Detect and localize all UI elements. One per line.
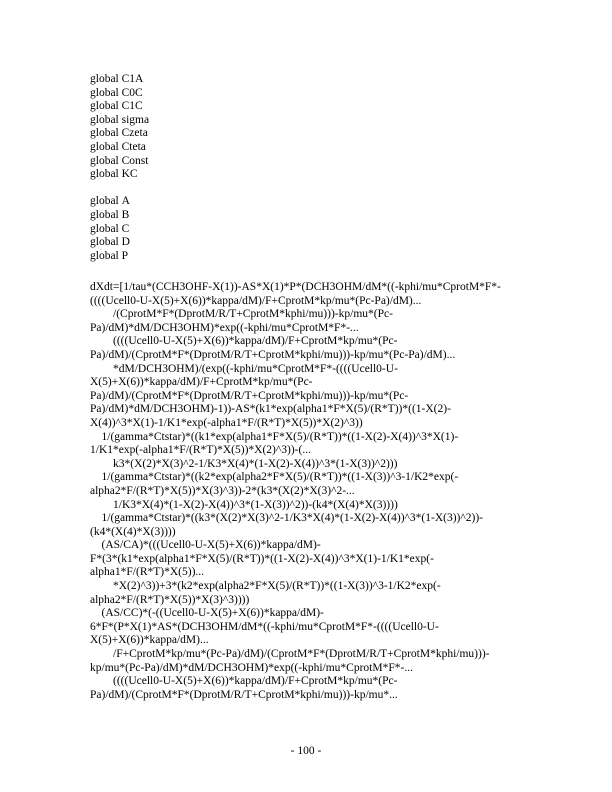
code-line: 1/(gamma*Ctstar)*((k1*exp(alpha1*F*X(5)/(R*T))*((1-X(2)-X(4))^3*X(1)- (90, 430, 459, 443)
code-line: *dM/DCH3OHM)/(exp((-kphi/mu*CprotM*F*-((((Ucell0-U- (90, 362, 398, 375)
code-line: 1/K1*exp(-alpha1*F/(R*T)*X(5))*X(2)^3))-(... (90, 444, 311, 457)
code-line: /F+CprotM*kp/mu*(Pc-Pa)/dM)/(CprotM*F*(DprotM/R/T+CprotM*kphi/mu)))- (90, 648, 490, 661)
global-declaration-line: global B (90, 208, 130, 221)
global-declaration-line: global A (90, 195, 130, 208)
code-line: 1/(gamma*Ctstar)*((k3*(X(2)*X(3)^2-1/K3*X(4)*(1-X(2)-X(4))^3*(1-X(3))^2))- (90, 512, 484, 525)
global-declaration-line: global D (90, 236, 130, 249)
code-line: alpha2*F/(R*T)*X(5))*X(3)^3))-2*(k3*(X(2)*X(3)^2-... (90, 484, 355, 497)
code-line: ((((Ucell0-U-X(5)+X(6))*kappa/dM)/F+CprotM*kp/mu*(Pc-Pa)/dM)... (90, 294, 422, 307)
code-line: Pa)/dM)*dM/DCH3OHM)*exp((-kphi/mu*CprotM*F*-... (90, 321, 359, 334)
code-line: (AS/CA)*(((Ucell0-U-X(5)+X(6))*kappa/dM)- (90, 539, 321, 552)
code-line: /(CprotM*F*(DprotM/R/T+CprotM*kphi/mu)))-kp/mu*(Pc- (90, 308, 393, 321)
code-line: (k4*(X(4)*X(3)))) (90, 525, 176, 538)
code-line: Pa)/dM)/(CprotM*F*(DprotM/R/T+CprotM*kphi/mu)))-kp/mu*(Pc- (90, 389, 409, 402)
code-line: ((((Ucell0-U-X(5)+X(6))*kappa/dM)/F+CprotM*kp/mu*(Pc- (90, 335, 398, 348)
global-declarations-group-1 (90, 73, 149, 182)
code-line: alpha1*F/(R*T)*X(5))... (90, 566, 205, 579)
page-number: - 100 - (290, 745, 322, 757)
global-declaration-line: global P (90, 249, 129, 262)
code-line: ((((Ucell0-U-X(5)+X(6))*kappa/dM)/F+CprotM*kp/mu*(Pc- (90, 675, 398, 688)
code-line: Pa)/dM)/(CprotM*F*(DprotM/R/T+CprotM*kphi/mu)))-kp/mu*(Pc-Pa)/dM)... (90, 348, 456, 361)
global-declaration-line: global C1C (90, 100, 143, 113)
code-line: Pa)/dM)*dM/DCH3OHM)-1))-AS*(k1*exp(alpha1*F*X(5)/(R*T))*((1-X(2)- (90, 403, 451, 416)
code-line: 1/K3*X(4)*(1-X(2)-X(4))^3*(1-X(3))^2))-(k4*(X(4)*X(3)))) (90, 498, 398, 511)
code-line: (AS/CC)*(-((Ucell0-U-X(5)+X(6))*kappa/dM)- (90, 607, 324, 620)
code-line: Pa)/dM)/(CprotM*F*(DprotM/R/T+CprotM*kphi/mu)))-kp/mu*... (90, 688, 398, 701)
global-declarations-group-2 (90, 195, 149, 263)
global-declaration-line: global Czeta (90, 127, 148, 140)
blank-line (90, 182, 149, 196)
code-line: F*(3*(k1*exp(alpha1*F*X(5)/(R*T))*((1-X(2)-X(4))^3*X(1)-1/K1*exp(- (90, 552, 434, 565)
global-declaration-line: global Cteta (90, 140, 146, 153)
code-line: X(4))^3*X(1)-1/K1*exp(-alpha1*F/(R*T)*X(5))*X(2)^3)) (90, 416, 363, 429)
global-declaration-line: global sigma (90, 113, 150, 126)
global-declaration-line: global KC (90, 168, 138, 181)
global-declarations (90, 73, 149, 263)
code-line: kp/mu*(Pc-Pa)/dM)*dM/DCH3OHM)*exp((-kphi/mu*CprotM*F*-... (90, 661, 413, 674)
code-line: dXdt=[1/tau*(CCH3OHF-X(1))-AS*X(1)*P*(DCH3OHM/dM*((-kphi/mu*CprotM*F*- (90, 281, 501, 293)
code-line: X(5)+X(6))*kappa/dM)/F+CprotM*kp/mu*(Pc- (90, 376, 313, 389)
global-declaration-line: global C (90, 222, 130, 235)
dxdt-equation-block (90, 281, 530, 702)
code-line: X(5)+X(6))*kappa/dM)... (90, 634, 209, 647)
code-line: k3*(X(2)*X(3)^2-1/K3*X(4)*(1-X(2)-X(4))^3*(1-X(3))^2))) (90, 457, 398, 470)
global-declaration-line: global Const (90, 154, 149, 167)
code-line: 6*F*(P*X(1)*AS*(DCH3OHM/dM*((-kphi/mu*CprotM*F*-((((Ucell0-U- (90, 620, 439, 633)
global-declaration-line: global C0C (90, 86, 143, 99)
code-line: 1/(gamma*Ctstar)*((k2*exp(alpha2*F*X(5)/(R*T))*((1-X(3))^3-1/K2*exp(- (90, 471, 459, 484)
code-line: alpha2*F/(R*T)*X(5))*X(3)^3)))) (90, 593, 250, 606)
code-line: *X(2)^3))+3*(k2*exp(alpha2*F*X(5)/(R*T))*((1-X(3))^3-1/K2*exp(- (90, 580, 441, 593)
global-declaration-line: global C1A (90, 73, 144, 85)
